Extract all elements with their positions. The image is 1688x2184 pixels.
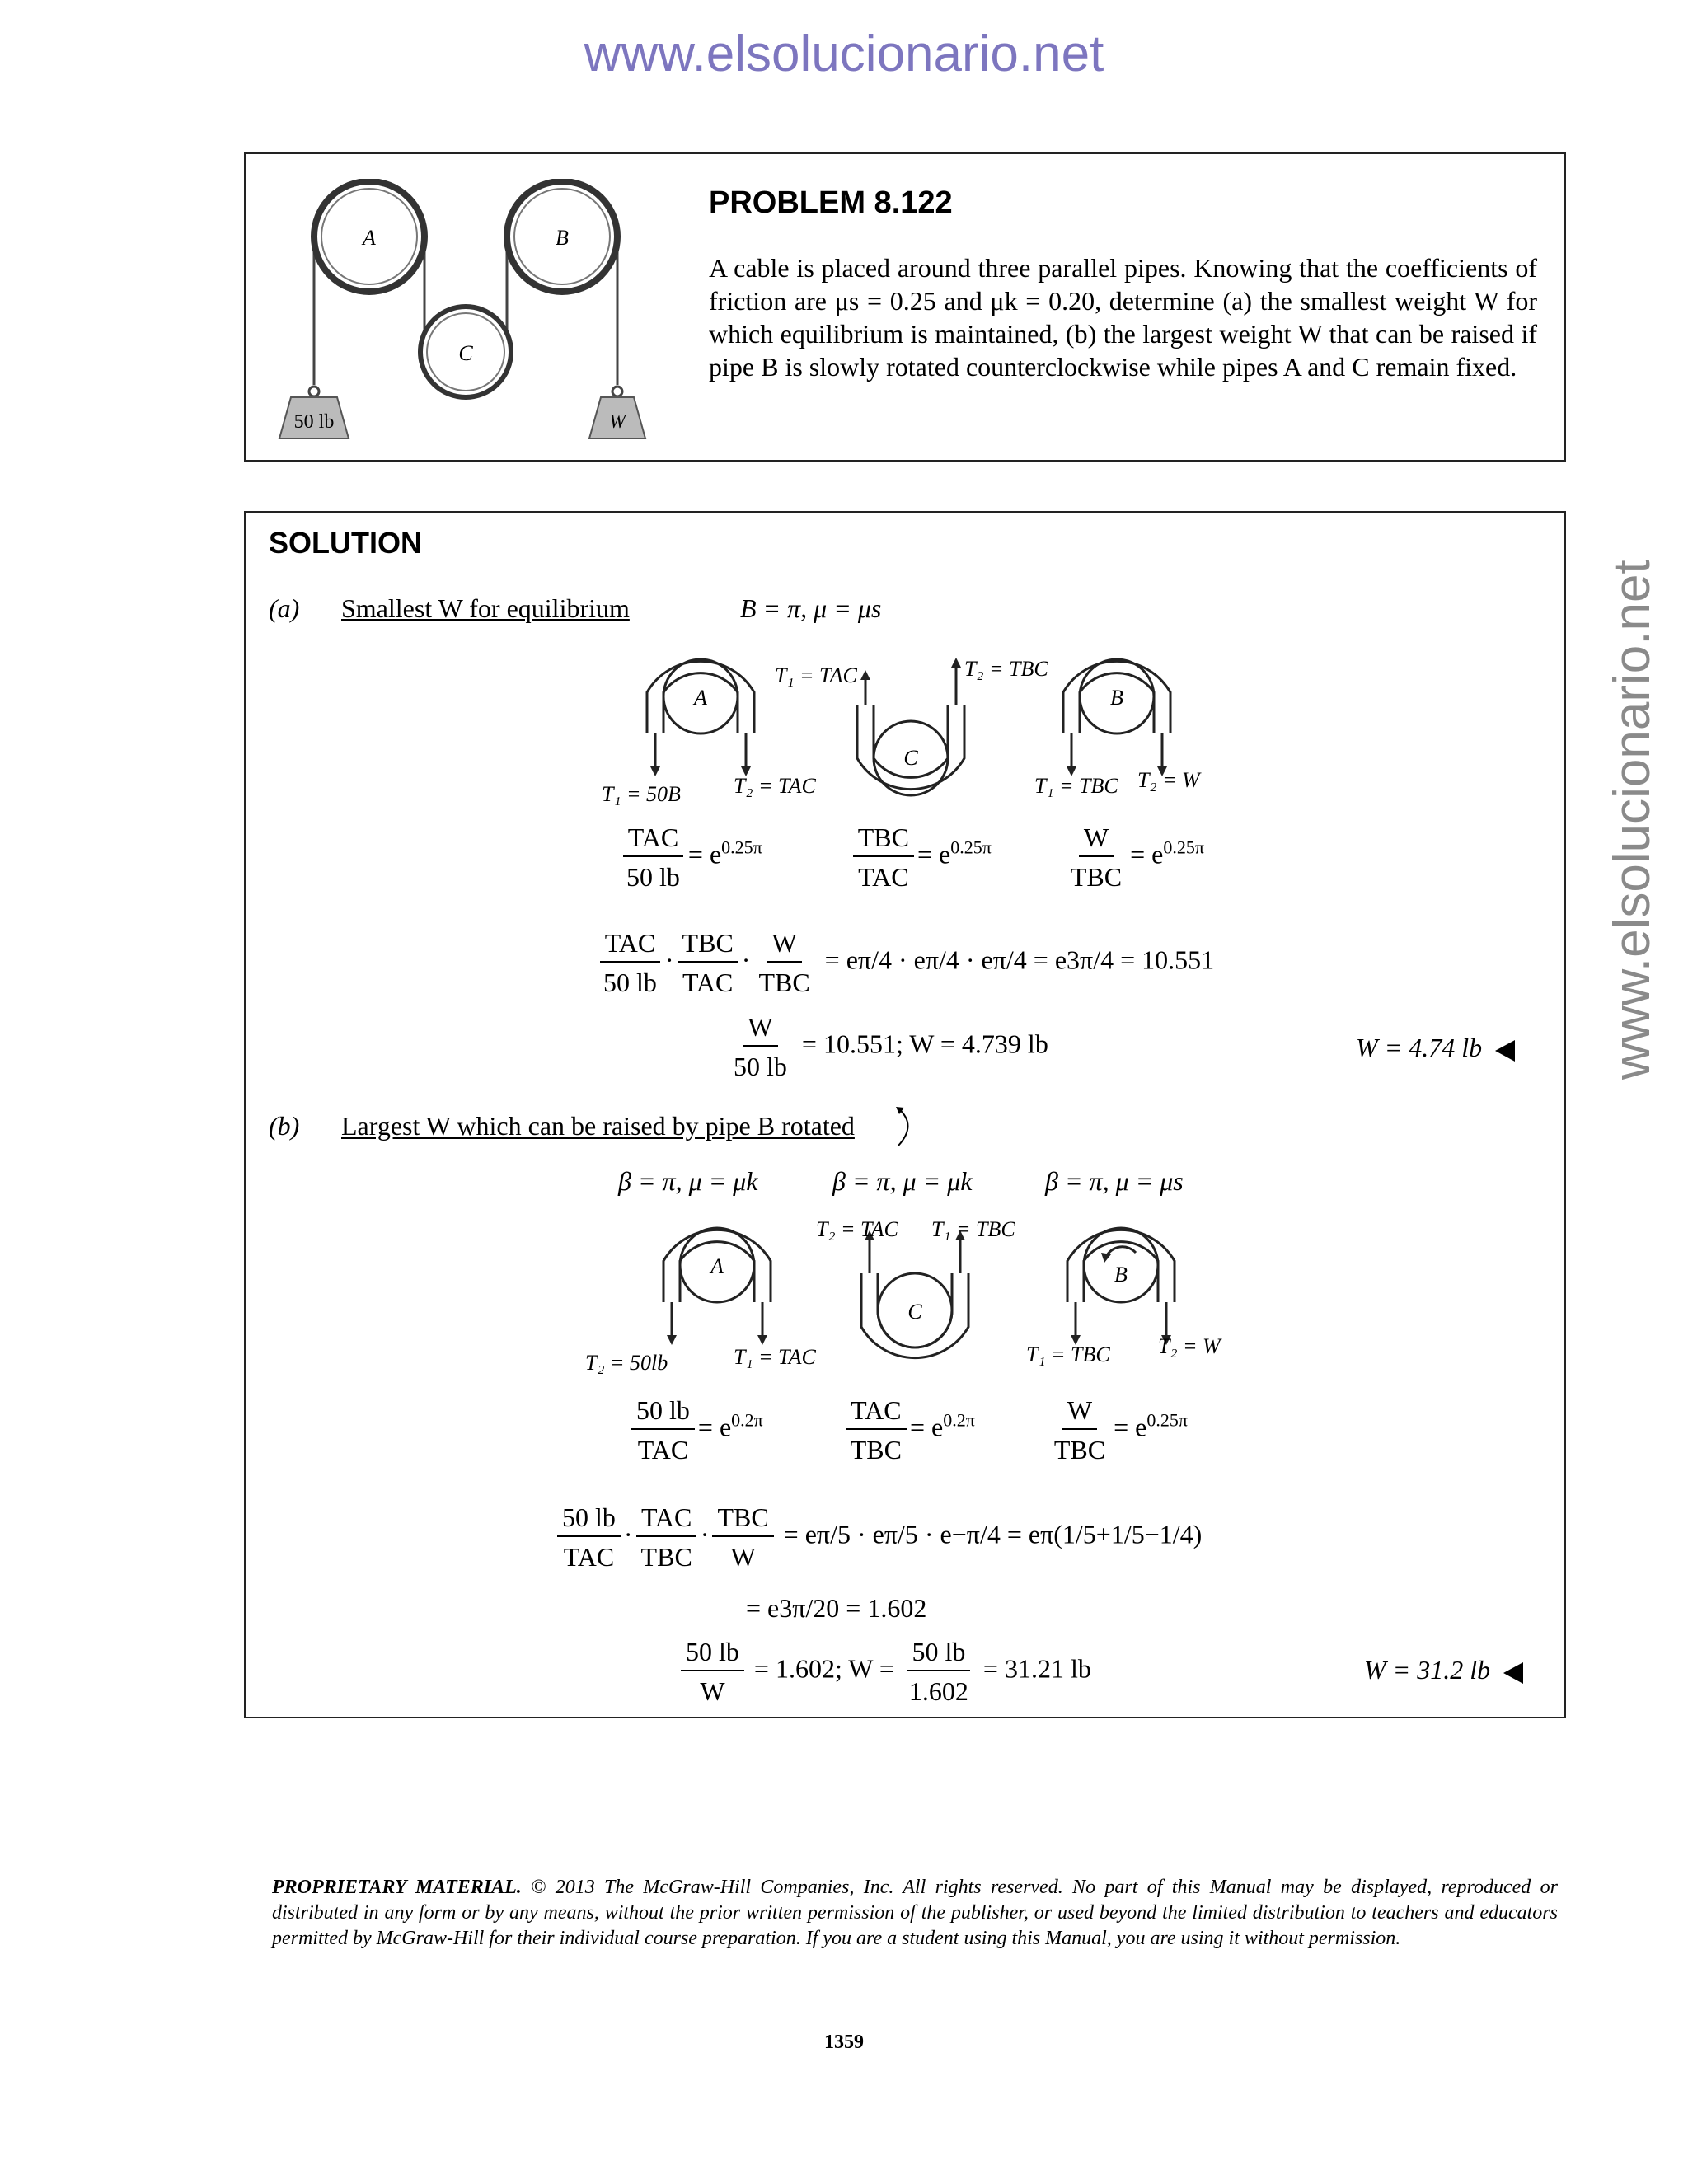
part-b-sketch: [577, 1212, 1236, 1376]
sketch-b-b-t2: T₂ = W: [1158, 1334, 1221, 1358]
part-b-answer: W = 31.2 lb: [1364, 1657, 1523, 1684]
sketch-a-t1: T₁ = 50B: [602, 782, 681, 806]
part-a-eq2: $\frac{\text{TAC}}{50 lb}$ · $\frac{\text{TBC}}{\text{TAC}}$ · $\frac{W}{\text{TBC}}$ = eπ/4 · eπ/4 · eπ/4 = e3π/4 = 10.551: [595, 930, 1214, 996]
sketch-b-a-t2: T₂ = 50lb: [585, 1351, 668, 1375]
part-a-answer: W = 4.74 lb: [1356, 1034, 1515, 1062]
sketch-a-pipe-c: C: [903, 746, 918, 770]
sketch-c-t2: T₂ = TBC: [964, 657, 1048, 681]
problem-statement: A cable is placed around three parallel pipes. Knowing that the coefficients of friction are μs = 0.25 and μk = 0.20, determine (a) the smallest weight W for which equilibrium is maintained, (b) the largest weight W that can be raised if pipe B is slowly rotated counterclockwise while pipes A and C remain fixed.: [709, 253, 1537, 382]
ccw-rotation-icon: [894, 1104, 919, 1150]
sketch-b-t2: T₂ = W: [1137, 768, 1200, 792]
left-weight-label: 50 lb: [293, 411, 335, 433]
sketch-b-pipe-b: B: [1114, 1263, 1128, 1286]
part-b-eq4: $\frac{50 lb}{W}$ = 1.602; W = $\frac{50 lb}{1.602}$ = 31.21 lb: [678, 1638, 1091, 1704]
part-a-label: (a): [269, 593, 300, 623]
part-a-condition: B = π, μ = μs: [740, 593, 882, 623]
part-b-label: (b): [269, 1111, 300, 1141]
pipe-a-label: A: [363, 226, 376, 250]
sketch-c-t1: T₁ = TAC: [775, 663, 857, 687]
part-a-sketch: [593, 643, 1220, 808]
sketch-a-pipe-b: B: [1110, 686, 1123, 710]
header-watermark-url[interactable]: www.elsolucionario.net: [584, 26, 1104, 82]
right-weight-label: W: [609, 411, 626, 433]
part-a-eq3: $\frac{W}{50 lb}$ = 10.551; W = 4.739 lb: [734, 1012, 1048, 1081]
part-a-eq1: $\frac{\text{TAC}}{50 lb}$ = $e^{0.25\pi}$ $\frac{\text{TBC}}{\text{TAC}}$ = $e^{0.25\pi}$ $\frac{W}{\text{TBC}}$ = $e^{0.25\pi}$: [618, 824, 1204, 890]
page-number: 1359: [824, 2032, 864, 2053]
sketch-b-pipe-a: A: [710, 1254, 724, 1278]
pipe-b-label: B: [556, 226, 569, 250]
part-a-heading: Smallest W for equilibrium: [341, 593, 630, 623]
part-b-eq2: $\frac{50 lb}{\text{TAC}}$ · $\frac{\text{TAC}}{\text{TBC}}$ · $\frac{\text{TBC}}{W}$ = eπ/5 · eπ/5 · e−π/4 = eπ(1/5+1/5−1/4): [554, 1504, 1202, 1570]
solution-title: SOLUTION: [269, 526, 422, 560]
problem-title: PROBLEM 8.122: [709, 185, 953, 220]
sketch-b-pipe-c: C: [907, 1300, 922, 1324]
footer-copyright: [272, 1875, 1558, 1952]
sketch-b-t1: T₁ = TBC: [1034, 774, 1118, 798]
answer-marker-icon: [1503, 1662, 1523, 1684]
pipe-c-label: C: [458, 341, 473, 365]
sketch-b-c-t1: T₁ = TBC: [931, 1217, 1015, 1241]
sketch-a-pipe-a: A: [694, 686, 707, 710]
sketch-a-t2: T₂ = TAC: [734, 774, 816, 798]
part-b-eq3: = e3π/20 = 1.602: [746, 1593, 927, 1623]
sketch-b-b-t1: T₁ = TBC: [1026, 1343, 1110, 1366]
part-b-condition-2: β = π, μ = μk: [832, 1166, 973, 1196]
part-b-heading: Largest W which can be raised by pipe B rotated: [341, 1111, 855, 1141]
sketch-b-a-t1: T₁ = TAC: [734, 1345, 816, 1369]
part-b-condition-3: β = π, μ = μs: [1045, 1166, 1184, 1196]
problem-box: [244, 152, 1566, 462]
problem-figure: [270, 179, 666, 443]
sketch-b-c-t2: T₂ = TAC: [816, 1217, 898, 1241]
footer-text: © 2013 The McGraw-Hill Companies, Inc. All rights reserved. No part of this Manual may be displayed, reproduced or distributed in any form or by any means, without the prior written permission of the publisher, or used beyond the limited distribution to teachers and educators permitted by McGraw-Hill for their individual course preparation. If you are a student using this Manual, you are using it without permission.: [272, 1877, 1558, 1949]
part-b-eq1: $\frac{50 lb}{\text{TAC}}$ = $e^{0.2\pi}$ $\frac{\text{TAC}}{\text{TBC}}$ = $e^{0.2\pi}$ $\frac{W}{\text{TBC}}$ = $e^{0.25\pi}$: [628, 1397, 1188, 1463]
footer-bold-lead: PROPRIETARY MATERIAL.: [272, 1877, 522, 1898]
part-b-condition-1: β = π, μ = μk: [618, 1166, 758, 1196]
side-watermark-url[interactable]: www.elsolucionario.net: [1604, 560, 1661, 1080]
answer-marker-icon: [1495, 1040, 1515, 1062]
